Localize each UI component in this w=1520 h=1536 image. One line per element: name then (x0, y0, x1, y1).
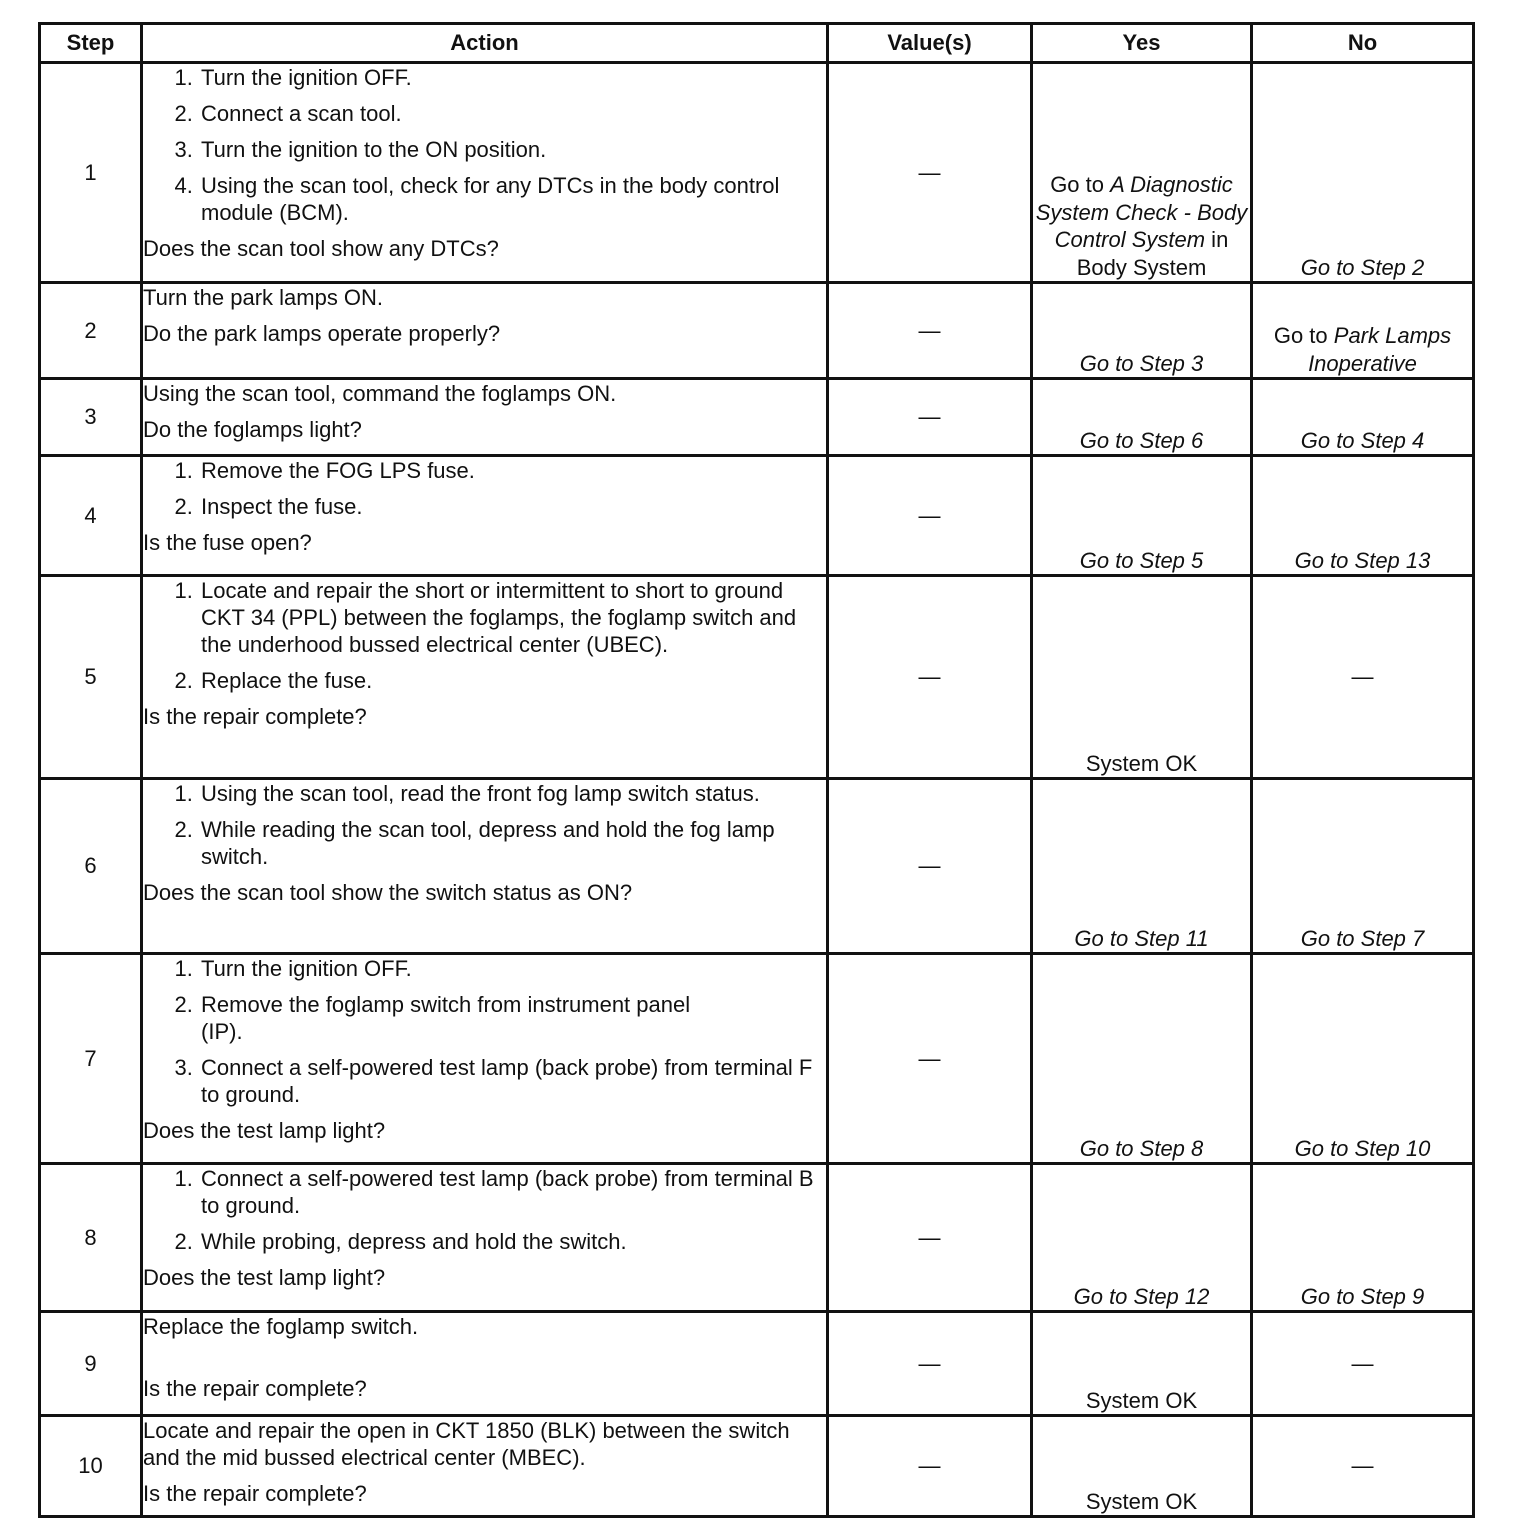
value-cell: — (828, 576, 1032, 779)
action-question: Is the repair complete? (143, 1481, 367, 1506)
action-list (143, 955, 826, 1108)
value-cell: — (828, 1312, 1032, 1416)
table-row (40, 1312, 1474, 1416)
table-row (40, 1164, 1474, 1312)
header-values: Value(s) (828, 24, 1032, 63)
table-row (40, 63, 1474, 283)
no-result: Go to Step 9 (1252, 1164, 1474, 1312)
step-number: 7 (40, 954, 142, 1164)
table-row (40, 576, 1474, 779)
action-item: 2. Replace the fuse. (199, 667, 826, 694)
yes-result: Go to Step 11 (1032, 779, 1252, 954)
yes-text: Go to (1050, 172, 1111, 197)
action-cell (142, 954, 828, 1164)
action-item: 1. Turn the ignition OFF. (199, 64, 826, 91)
step-number: 1 (40, 63, 142, 283)
header-action: Action (142, 24, 828, 63)
step-number: 9 (40, 1312, 142, 1416)
yes-result: Go to Step 8 (1032, 954, 1252, 1164)
action-line: Replace the foglamp switch. (143, 1314, 419, 1339)
value-cell: — (828, 283, 1032, 379)
yes-result: Go to Step 3 (1032, 283, 1252, 379)
step-number: 4 (40, 456, 142, 576)
step-number: 3 (40, 379, 142, 456)
table-row (40, 456, 1474, 576)
no-result: — (1252, 576, 1474, 779)
action-item: 1. Using the scan tool, read the front fog lamp switch status. (199, 780, 826, 807)
action-cell (142, 379, 828, 456)
action-line: Turn the park lamps ON. (143, 285, 384, 310)
action-question: Do the foglamps light? (143, 417, 362, 442)
action-list (143, 1165, 826, 1255)
action-cell (142, 1312, 828, 1416)
table-row (40, 283, 1474, 379)
value-cell: — (828, 954, 1032, 1164)
header-step: Step (40, 24, 142, 63)
action-cell (142, 1164, 828, 1312)
value-cell: — (828, 779, 1032, 954)
action-item: 3. Connect a self-powered test lamp (back probe) from terminal F to ground. (199, 1054, 826, 1108)
action-item: 3. Turn the ignition to the ON position. (199, 136, 826, 163)
no-result: Go to Step 10 (1252, 954, 1474, 1164)
yes-link-text: A Diagnostic System Check - Body Control System (1035, 172, 1248, 252)
action-question: Is the repair complete? (143, 1376, 367, 1401)
action-item: 2. While reading the scan tool, depress and hold the fog lamp switch. (199, 816, 826, 870)
value-cell: — (828, 63, 1032, 283)
header-no: No (1252, 24, 1474, 63)
action-cell (142, 779, 828, 954)
action-question: Is the fuse open? (143, 530, 312, 555)
no-text: Go to (1273, 323, 1334, 348)
table-row (40, 954, 1474, 1164)
yes-result: System OK (1032, 1312, 1252, 1416)
yes-result: System OK (1032, 1416, 1252, 1517)
step-number: 2 (40, 283, 142, 379)
action-question: Is the repair complete? (143, 704, 367, 729)
action-question: Do the park lamps operate properly? (143, 321, 501, 346)
action-item: 2. Remove the foglamp switch from instrument panel (IP). (199, 991, 826, 1045)
header-yes: Yes (1032, 24, 1252, 63)
action-question: Does the scan tool show any DTCs? (143, 236, 499, 261)
value-cell: — (828, 1164, 1032, 1312)
action-question: Does the test lamp light? (143, 1265, 386, 1290)
step-number: 5 (40, 576, 142, 779)
no-link-text: Park Lamps Inoperative (1308, 323, 1452, 376)
action-item: 1. Remove the FOG LPS fuse. (199, 457, 826, 484)
action-cell (142, 456, 828, 576)
action-line: Locate and repair the open in CKT 1850 (BLK) between the switch and the mid bussed electrical center (MBEC). (143, 1418, 790, 1470)
action-list (143, 457, 826, 520)
action-question: Does the test lamp light? (143, 1118, 386, 1143)
action-cell (142, 283, 828, 379)
table-row (40, 1416, 1474, 1517)
action-item: 1. Turn the ignition OFF. (199, 955, 826, 982)
table-row (40, 379, 1474, 456)
yes-result: System OK (1032, 576, 1252, 779)
action-list (143, 780, 826, 870)
action-list (143, 577, 826, 694)
action-item: 2. Inspect the fuse. (199, 493, 826, 520)
no-result: — (1252, 1416, 1474, 1517)
step-number: 8 (40, 1164, 142, 1312)
action-line: Using the scan tool, command the foglamps ON. (143, 381, 617, 406)
action-item: 2. Connect a scan tool. (199, 100, 826, 127)
yes-result (1032, 63, 1252, 283)
action-item: 2. While probing, depress and hold the switch. (199, 1228, 826, 1255)
yes-text: in Body System (1076, 227, 1229, 280)
action-item: 1. Connect a self-powered test lamp (back probe) from terminal B to ground. (199, 1165, 826, 1219)
action-item: 4. Using the scan tool, check for any DTCs in the body control module (BCM). (199, 172, 826, 226)
step-number: 10 (40, 1416, 142, 1517)
no-result: Go to Step 4 (1252, 379, 1474, 456)
action-cell (142, 576, 828, 779)
no-result: Go to Step 2 (1252, 63, 1474, 283)
diagnostic-table (38, 22, 1475, 1518)
yes-result: Go to Step 5 (1032, 456, 1252, 576)
step-number: 6 (40, 779, 142, 954)
header-row (40, 24, 1474, 63)
value-cell: — (828, 379, 1032, 456)
value-cell: — (828, 456, 1032, 576)
table-row (40, 779, 1474, 954)
yes-result: Go to Step 12 (1032, 1164, 1252, 1312)
no-result: — (1252, 1312, 1474, 1416)
no-result (1252, 283, 1474, 379)
no-result: Go to Step 13 (1252, 456, 1474, 576)
yes-result: Go to Step 6 (1032, 379, 1252, 456)
action-cell (142, 1416, 828, 1517)
no-result: Go to Step 7 (1252, 779, 1474, 954)
action-list (143, 64, 826, 226)
value-cell: — (828, 1416, 1032, 1517)
action-question: Does the scan tool show the switch status as ON? (143, 880, 633, 905)
action-cell (142, 63, 828, 283)
action-item: 1. Locate and repair the short or intermittent to short to ground CKT 34 (PPL) between the foglamps, the foglamp switch and the underhood bussed electrical center (UBEC). (199, 577, 826, 658)
